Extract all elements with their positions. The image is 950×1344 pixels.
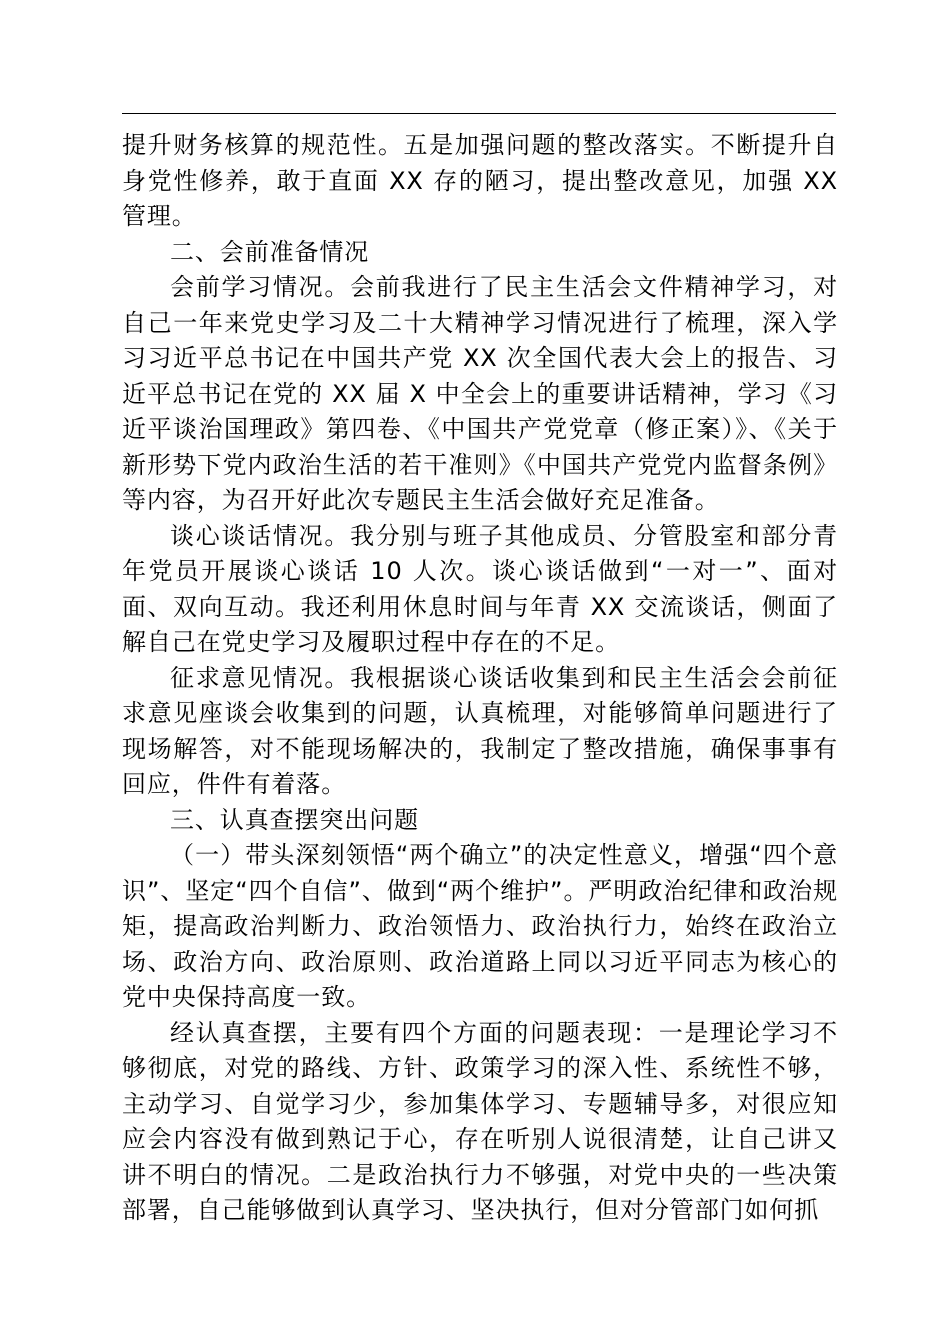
subsection-heading-one: （一）带头深刻领悟“两个确立”的决定性意义，增强“四个意识”、坚定“四个自信”、做到“两个维护”。严明政治纪律和政治规矩，提高政治判断力、政治领悟力、政治执行力，始终在政治立场、政治方向、政治原则、政治道路上同以习近平同志为核心的党中央保持高度一致。 (122, 841, 838, 1011)
section-heading-preparation: 二、会前准备情况 (170, 237, 370, 266)
section-heading-problems: 三、认真查摆突出问题 (170, 805, 419, 834)
paragraph-study: 会前学习情况。会前我进行了民主生活会文件精神学习，对自己一年来党史学习及二十大精神学习情况进行了梳理，深入学习习近平总书记在中国共产党 XX 次全国代表大会上的报告、习近平总书记在党的 XX 届 X 中全会上的重要讲话精神，学习《习近平谈治国理政》第四卷、《中国共产党党章（修正案）》、《关于新形势下党内政治生活的若干准则》《中国共产党党内监督条例》等内容，为召开好此次专题民主生活会做好充足准备。 (122, 273, 838, 514)
paragraph-opinions: 征求意见情况。我根据谈心谈话收集到和民主生活会会前征求意见座谈会收集到的问题，认真梳理，对能够简单问题进行了现场解答，对不能现场解决的，我制定了整改措施，确保事事有回应，件件有着落。 (122, 663, 838, 798)
paragraph-findings: 经认真查摆，主要有四个方面的问题表现：一是理论学习不够彻底，对党的路线、方针、政策学习的深入性、系统性不够，主动学习、自觉学习少，参加集体学习、专题辅导多，对很应知应会内容没有做到熟记于心，存在听别人说很清楚，让自己讲又讲不明白的情况。二是政治执行力不够强，对党中央的一些决策部署，自己能够做到认真学习、坚决执行，但对分管部门如何抓 (122, 1018, 838, 1224)
document-body (122, 128, 838, 1229)
paragraph-continuation: 提升财务核算的规范性。五是加强问题的整改落实。不断提升自身党性修养，敢于直面 XX 存的陋习，提出整改意见，加强 XX 管理。 (122, 131, 838, 230)
header-rule (122, 113, 836, 114)
paragraph-talks: 谈心谈话情况。我分别与班子其他成员、分管股室和部分青年党员开展谈心谈话 10 人次。谈心谈话做到“一对一”、面对面、双向互动。我还利用休息时间与年青 XX 交流谈话，侧面了解自己在党史学习及履职过程中存在的不足。 (122, 521, 838, 656)
